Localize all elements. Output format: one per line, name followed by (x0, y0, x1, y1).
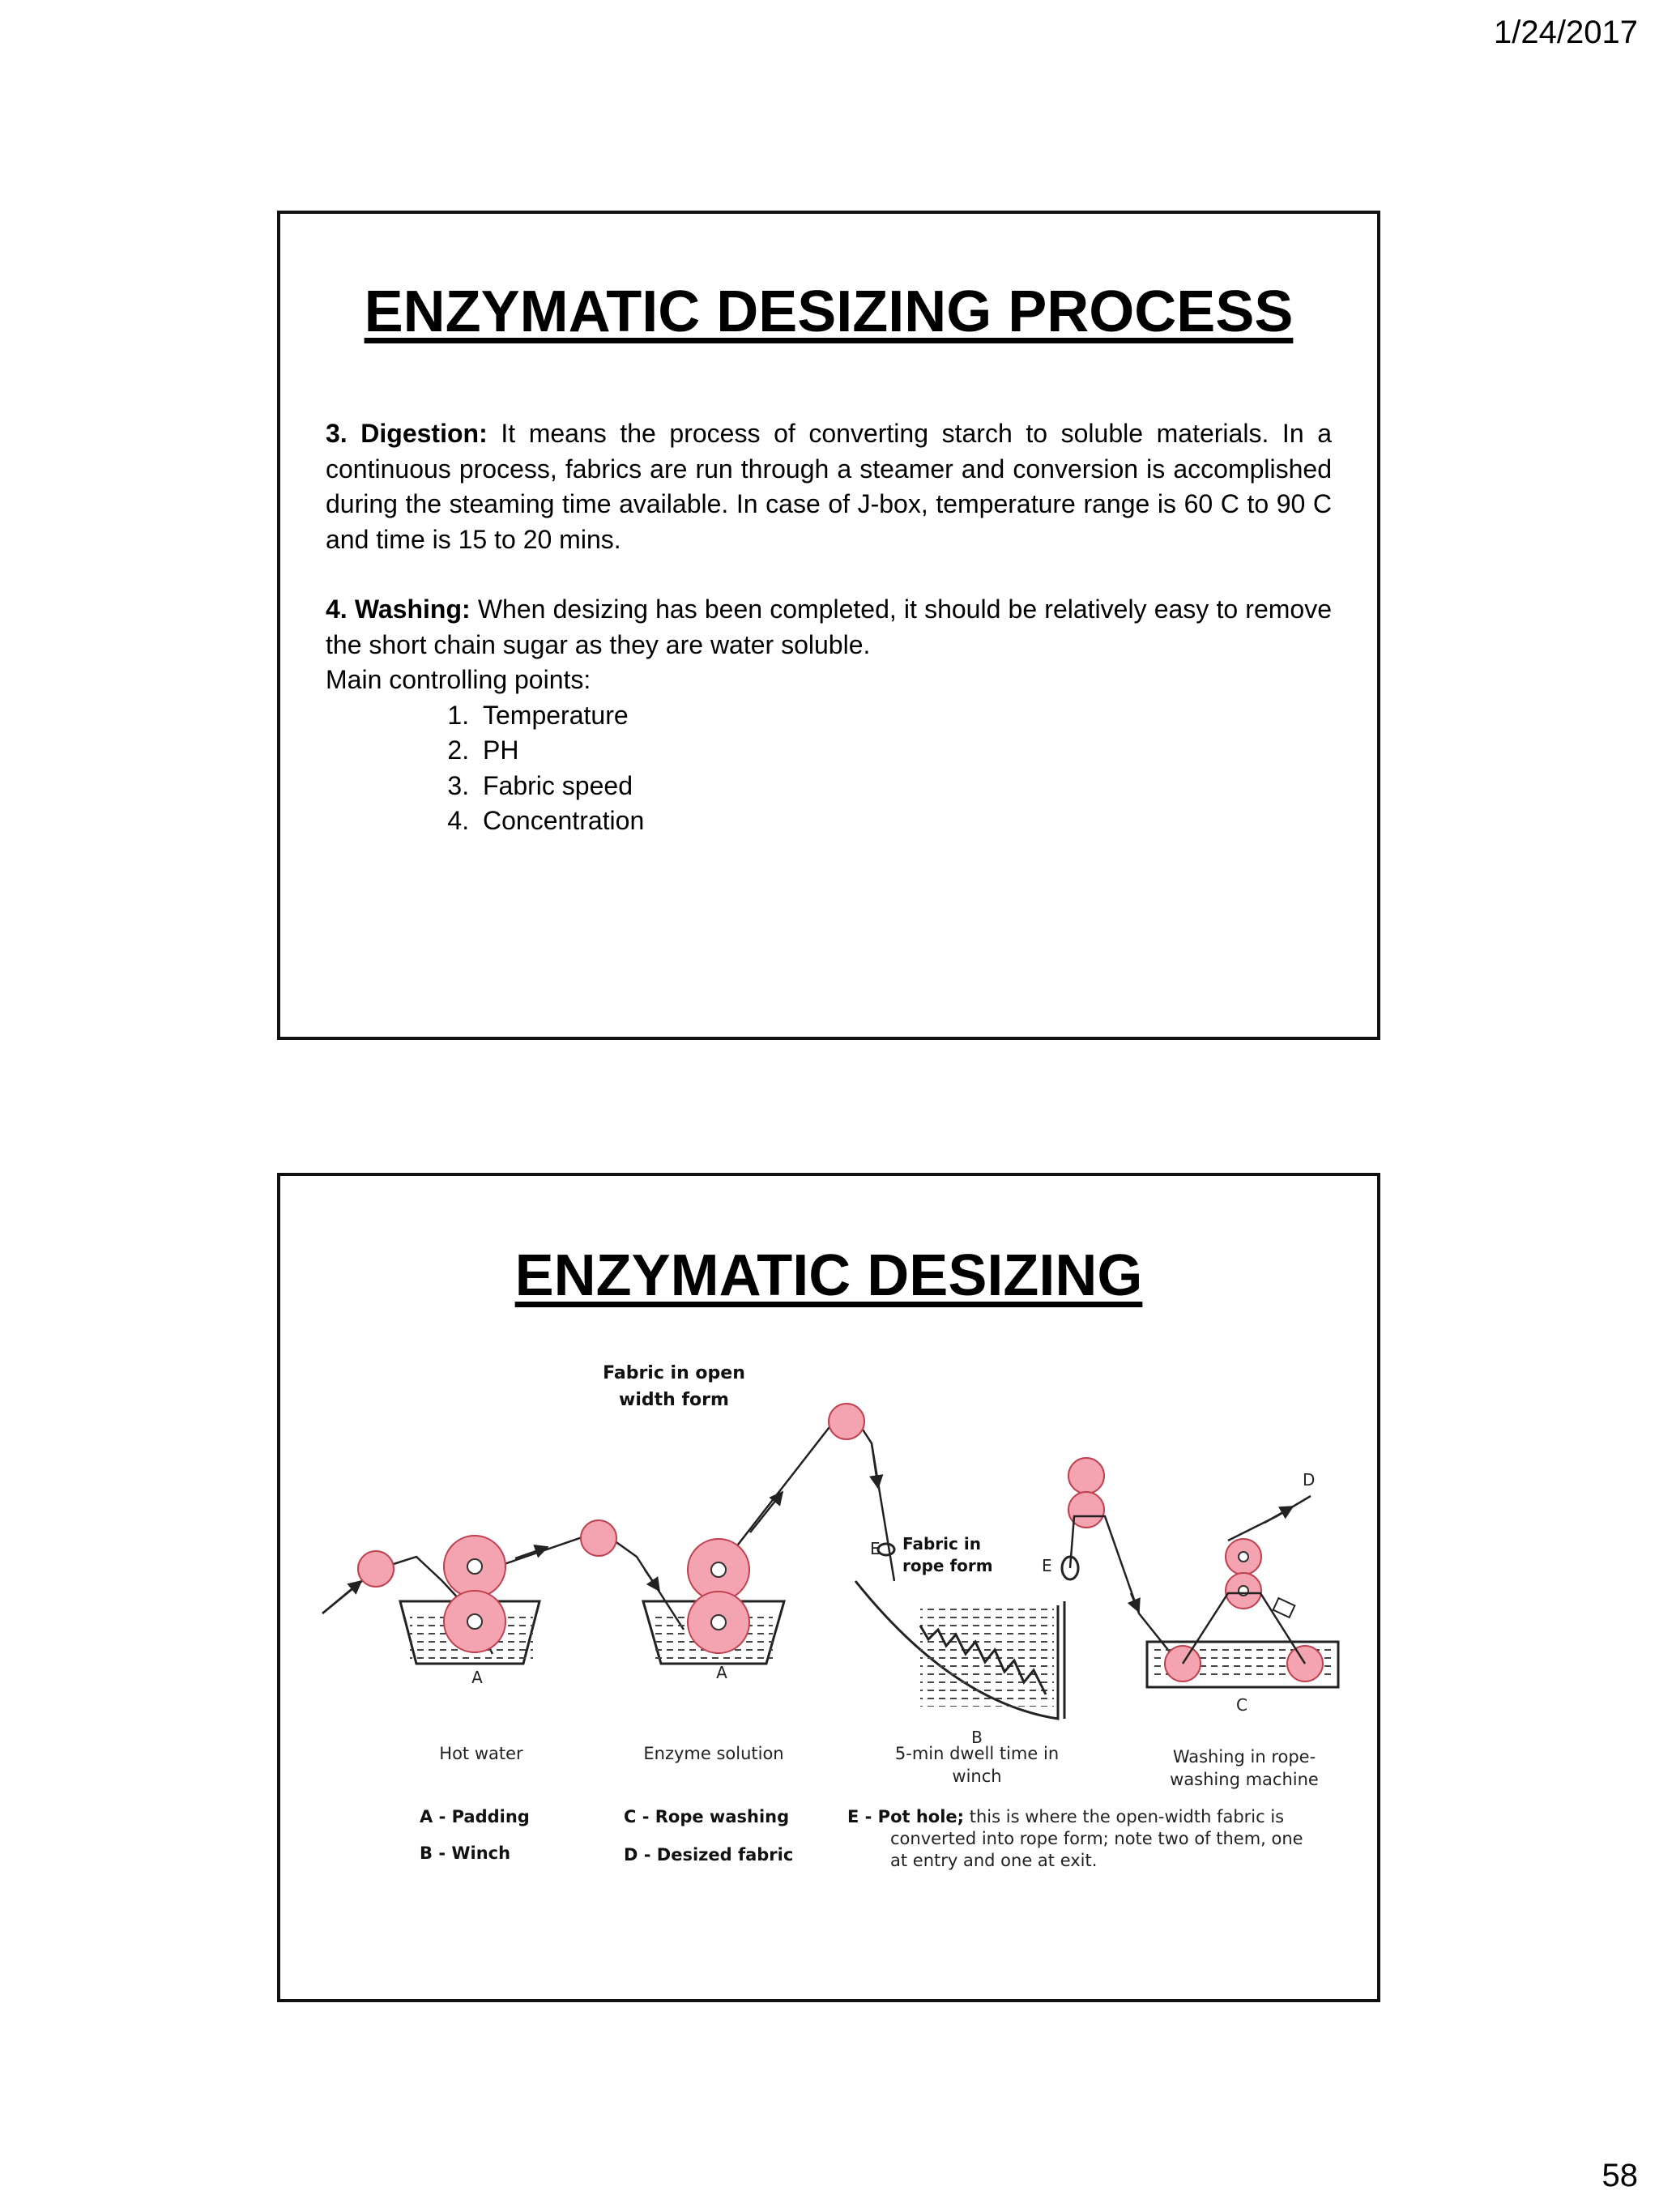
washing-label: 4. Washing: (326, 595, 471, 624)
caption-hot-water: Hot water (439, 1744, 523, 1763)
letter-a: A (716, 1663, 727, 1682)
label-rope-form-1: Fabric in (902, 1534, 981, 1554)
letter-a: A (471, 1668, 483, 1687)
slide-digestion-washing (277, 211, 1380, 1040)
caption-washing-2: washing machine (1170, 1770, 1319, 1789)
caption-washing-1: Washing in rope- (1172, 1747, 1316, 1767)
desizing-process-diagram (280, 1176, 1377, 1999)
points-heading: Main controlling points: (326, 665, 591, 694)
legend-b: B - Winch (420, 1843, 511, 1863)
page-number: 58 (1601, 2158, 1638, 2193)
legend-a: A - Padding (420, 1807, 530, 1826)
arrow-icon (645, 1570, 659, 1591)
arrow-icon (872, 1443, 878, 1488)
slide-title: ENZYMATIC DESIZING (514, 1243, 1143, 1308)
list-item: 2. PH (476, 733, 1332, 769)
legend-e-line1 (847, 1807, 1284, 1826)
list-item: 3. Fabric speed (476, 769, 1332, 804)
slide-title: ENZYMATIC DESIZING PROCESS (364, 279, 1294, 344)
legend-c: C - Rope washing (624, 1807, 790, 1826)
letter-e: E (1042, 1556, 1052, 1575)
legend-e-text: this is where the open-width fabric is (964, 1807, 1285, 1826)
caption-enzyme-solution: Enzyme solution (643, 1744, 784, 1763)
legend-e-line2: converted into rope form; note two of them, one (890, 1829, 1303, 1848)
guide-roller (358, 1551, 394, 1587)
arrow-icon (322, 1581, 361, 1613)
roller-hub (467, 1614, 482, 1629)
label-rope-form-2: rope form (902, 1556, 993, 1575)
guide-roller (829, 1404, 864, 1439)
roller-hub (467, 1559, 482, 1574)
roller-hub (1239, 1552, 1248, 1562)
arrow-icon (750, 1492, 783, 1532)
liquor (920, 1605, 1054, 1707)
washing-paragraph (326, 592, 1332, 663)
legend-e-label: E - Pot hole; (847, 1807, 965, 1826)
slide-body (326, 416, 1332, 839)
label-open-width-1: Fabric in open (603, 1363, 745, 1383)
legend-e-line3: at entry and one at exit. (890, 1851, 1098, 1870)
fabric-path (1070, 1516, 1178, 1662)
letter-d: D (1303, 1470, 1316, 1490)
letter-e: E (870, 1539, 881, 1558)
digestion-label: 3. Digestion: (326, 419, 488, 448)
fabric-path-exit (1228, 1496, 1311, 1541)
roller-hub (711, 1615, 726, 1630)
digestion-paragraph (326, 416, 1332, 557)
label-open-width-2: width form (619, 1390, 729, 1410)
list-item: 4. Concentration (476, 803, 1332, 839)
pot-hole-entry (878, 1544, 894, 1555)
roller-hub (711, 1562, 726, 1577)
arrow-icon (1265, 1507, 1293, 1523)
letter-b: B (971, 1728, 983, 1747)
controlling-points-list (326, 698, 1332, 839)
arrow-icon (515, 1547, 548, 1558)
guide-roller (1068, 1458, 1104, 1494)
guide-roller (581, 1520, 616, 1556)
letter-c: C (1236, 1695, 1247, 1715)
list-item: 1. Temperature (476, 698, 1332, 734)
pot-hole-box (1273, 1598, 1295, 1617)
arrow-icon (1131, 1593, 1139, 1612)
digestion-text: It means the process of converting starch to soluble materials. In a continuous process, fabrics are run through a steamer and conversion is accomplished during the steaming time available. In case of J-box, temperature range is 60 C to 90 C and time is 15 to 20 mins. (326, 419, 1333, 554)
caption-dwell-1: 5-min dwell time in (894, 1744, 1060, 1763)
page-date: 1/24/2017 (1494, 15, 1638, 50)
legend-d: D - Desized fabric (624, 1845, 794, 1865)
slide-enzymatic-desizing-diagram (277, 1173, 1380, 2002)
caption-dwell-2: winch (952, 1767, 1002, 1786)
washing-text: When desizing has been completed, it should be relatively easy to remove the short chain sugar as they are water soluble. (326, 595, 1333, 659)
